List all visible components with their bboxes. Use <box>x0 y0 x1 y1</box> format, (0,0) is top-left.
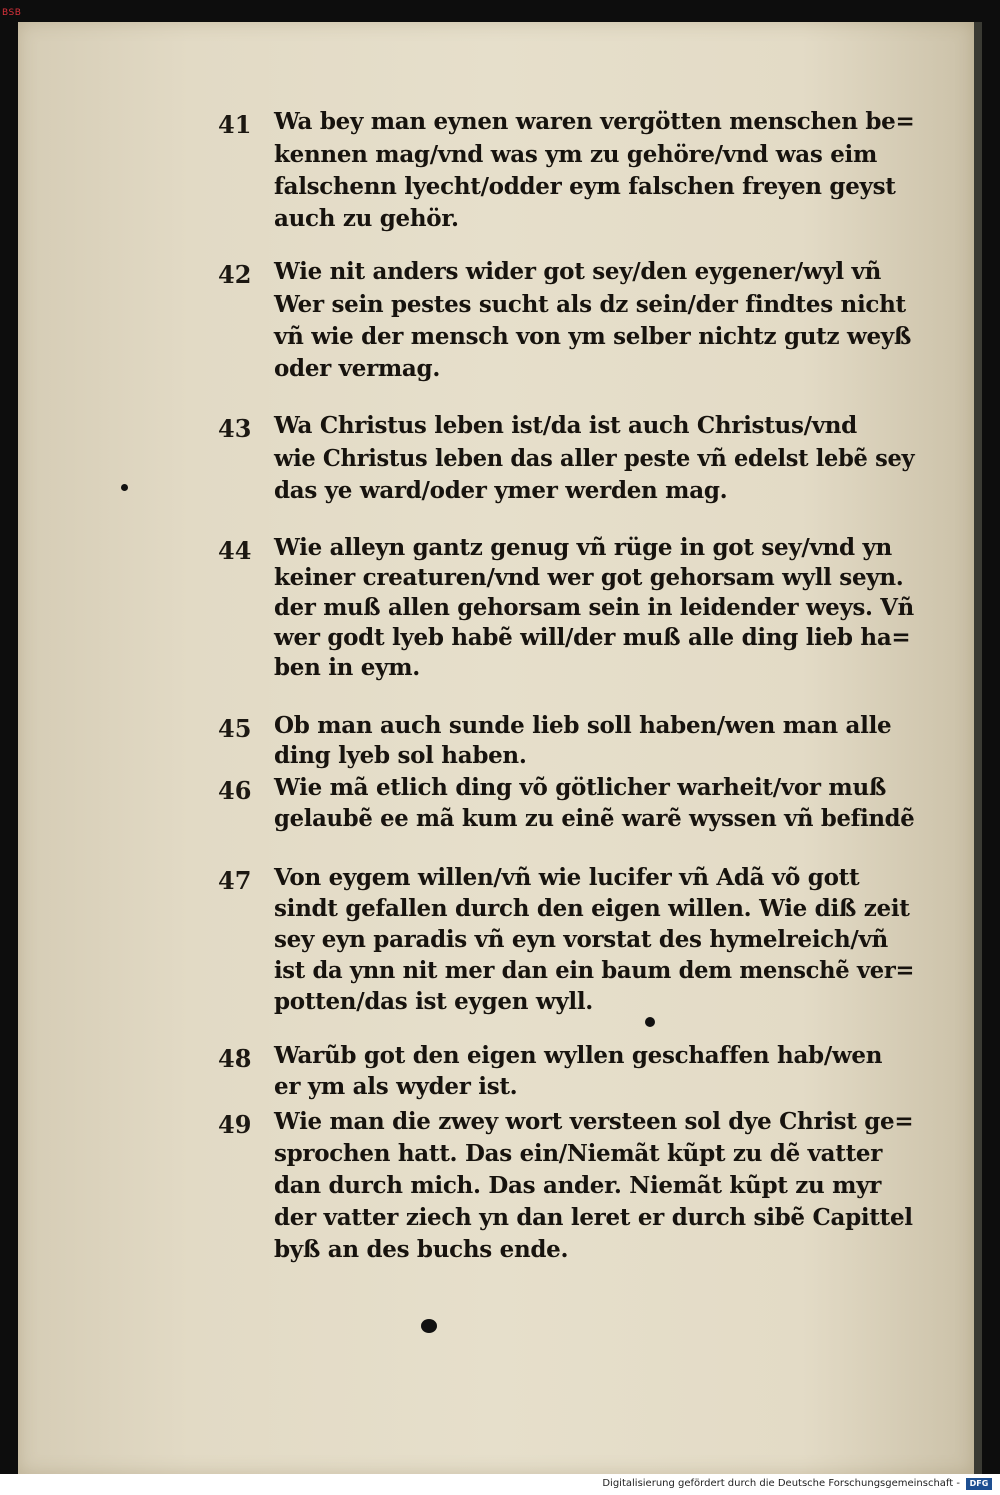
chapter-number: 46 <box>218 776 252 805</box>
chapter-line: sprochen hatt. Das ein/Niemãt kũpt zu dẽ vatter <box>274 1140 883 1167</box>
chapter-number: 45 <box>218 714 252 743</box>
chapter-line: wie Christus leben das aller peste vñ edelst lebẽ sey <box>274 445 915 472</box>
chapter-line: das ye ward/oder ymer werden mag. <box>274 477 728 504</box>
chapter-line: Wa Christus leben ist/da ist auch Christus/vnd <box>274 412 857 439</box>
chapter-line: wer godt lyeb habẽ will/der muß alle ding lieb ha= <box>274 624 911 651</box>
book-page <box>18 22 982 1474</box>
chapter-line: Wie mã etlich ding võ götlicher warheit/vor muß <box>274 774 887 801</box>
chapter-line: der muß allen gehorsam sein in leidender weys. Vñ <box>274 594 914 621</box>
chapter-line: Wa bey man eynen waren vergötten menschen be= <box>274 108 915 135</box>
chapter-line: ist da ynn nit mer dan ein baum dem menschẽ ver= <box>274 957 915 984</box>
bsb-mark: BSB <box>2 8 22 18</box>
chapter-number: 43 <box>218 414 252 443</box>
chapter-number: 47 <box>218 866 252 895</box>
footer-bar <box>0 1474 1000 1495</box>
chapter-number: 44 <box>218 536 252 565</box>
chapter-line: er ym als wyder ist. <box>274 1073 518 1100</box>
chapter-line: Wie nit anders wider got sey/den eygener/wyl vñ <box>274 258 882 285</box>
chapter-line: ben in eym. <box>274 654 420 681</box>
chapter-line: byß an des buchs ende. <box>274 1236 569 1263</box>
ink-mark <box>421 1319 437 1333</box>
chapter-line: falschenn lyecht/odder eym falschen freyen geyst <box>274 173 896 200</box>
chapter-line: kennen mag/vnd was ym zu gehöre/vnd was eim <box>274 141 878 168</box>
chapter-line: ding lyeb sol haben. <box>274 742 527 769</box>
chapter-line: Wie alleyn gantz genug vñ rüge in got sey/vnd yn <box>274 534 892 561</box>
chapter-line: der vatter ziech yn dan leret er durch sibẽ Capittel <box>274 1204 913 1231</box>
chapter-number: 42 <box>218 260 252 289</box>
chapter-line: Wer sein pestes sucht als dz sein/der findtes nicht <box>274 291 906 318</box>
ink-mark <box>645 1017 655 1027</box>
chapter-line: dan durch mich. Das ander. Niemãt kũpt zu myr <box>274 1172 882 1199</box>
chapter-line: sey eyn paradis vñ eyn vorstat des hymelreich/vñ <box>274 926 888 953</box>
chapter-number: 41 <box>218 110 252 139</box>
funding-credit: Digitalisierung gefördert durch die Deutsche Forschungsgemeinschaft - <box>602 1478 960 1489</box>
chapter-line: gelaubẽ ee mã kum zu einẽ warẽ wyssen vñ befindẽ <box>274 805 915 832</box>
chapter-line: Wie man die zwey wort versteen sol dye Christ ge= <box>274 1108 914 1135</box>
chapter-line: Ob man auch sunde lieb soll haben/wen man alle <box>274 712 892 739</box>
chapter-line: Von eygem willen/vñ wie lucifer vñ Adã võ gott <box>274 864 860 891</box>
chapter-line: oder vermag. <box>274 355 441 382</box>
chapter-number: 48 <box>218 1044 252 1073</box>
chapter-line: Warũb got den eigen wyllen geschaffen hab/wen <box>274 1042 883 1069</box>
chapter-line: sindt gefallen durch den eigen willen. Wie diß zeit <box>274 895 910 922</box>
chapter-line: auch zu gehör. <box>274 205 459 232</box>
chapter-line: keiner creaturen/vnd wer got gehorsam wyll seyn. <box>274 564 904 591</box>
chapter-line: potten/das ist eygen wyll. <box>274 988 593 1015</box>
chapter-line: vñ wie der mensch von ym selber nichtz gutz weyß <box>274 323 912 350</box>
chapter-number: 49 <box>218 1110 252 1139</box>
dfg-logo-icon: DFG <box>966 1478 992 1490</box>
ink-mark <box>121 484 128 491</box>
